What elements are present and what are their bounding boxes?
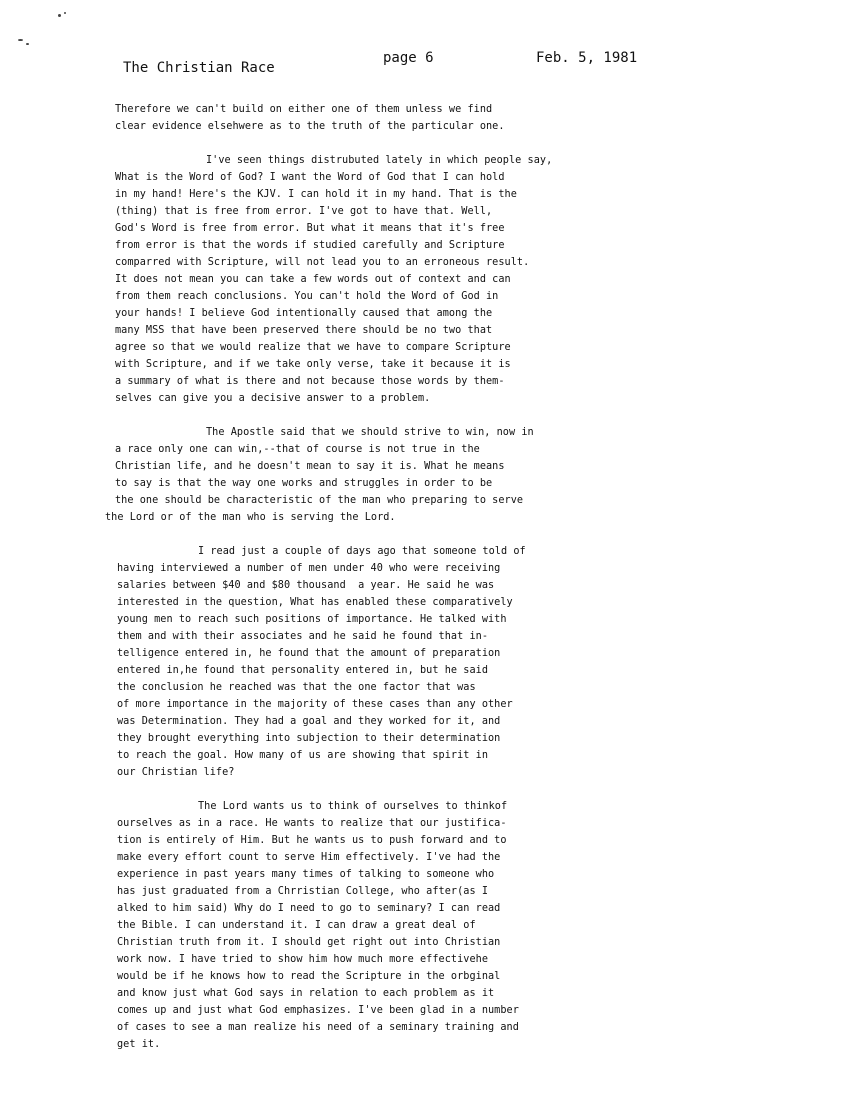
text-line: from error is that the words if studied carefully and Scripture [115,240,505,251]
page-speck [18,39,23,41]
text-line: with Scripture, and if we take only verse, take it because it is [115,359,511,370]
text-line: the Lord or of the man who is serving the Lord. [105,512,396,523]
text-line: a race only one can win,--that of course is not true in the [115,444,480,455]
text-line: get it. [117,1039,161,1050]
text-line: interested in the question, What has enabled these comparatively [117,597,513,608]
text-line: agree so that we would realize that we have to compare Scripture [115,342,511,353]
text-line: It does not mean you can take a few words out of context and can [115,274,511,285]
text-line: your hands! I believe God intentionally caused that among the [115,308,493,319]
paragraph [0,152,849,407]
text-line: would be if he knows how to read the Scripture in the orbginal [117,971,501,982]
text-line: comes up and just what God emphasizes. I've been glad in a number [117,1005,519,1016]
paragraph [0,101,849,135]
text-line: our Christian life? [117,767,235,778]
text-line: telligence entered in, he found that the amount of preparation [117,648,501,659]
text-line: experience in past years many times of talking to someone who [117,869,495,880]
text-line: entered in,he found that personality entered in, but he said [117,665,489,676]
text-line: Christian life, and he doesn't mean to say it is. What he means [115,461,505,472]
paragraph [0,798,849,1053]
text-line: they brought everything into subjection to their determination [117,733,501,744]
text-line: clear evidence elsehwere as to the truth of the particular one. [115,121,505,132]
text-line: of more importance in the majority of these cases than any other [117,699,513,710]
text-line: I've seen things distrubuted lately in which people say, [206,155,553,166]
text-line: to reach the goal. How many of us are showing that spirit in [117,750,489,761]
text-line: of cases to see a man realize his need of a seminary training and [117,1022,519,1033]
text-line: ourselves as in a race. He wants to realize that our justifica- [117,818,507,829]
text-line: The Apostle said that we should strive to win, now in [206,427,534,438]
text-line: comparred with Scripture, will not lead you to an erroneous result. [115,257,530,268]
text-line: them and with their associates and he said he found that in- [117,631,489,642]
page-speck [58,14,61,17]
page-number: page 6 [383,50,434,66]
text-line: salaries between $40 and $80 thousand a year. He said he was [117,580,495,591]
document-date: Feb. 5, 1981 [536,50,638,66]
text-line: alked to him said) Why do I need to go to seminary? I can read [117,903,501,914]
document-body [0,101,849,1053]
text-line: tion is entirely of Him. But he wants us to push forward and to [117,835,507,846]
text-line: The Lord wants us to think of ourselves to thinkof [198,801,508,812]
document-title: The Christian Race [123,60,275,76]
text-line: work now. I have tried to show him how much more effectivehe [117,954,489,965]
page-speck [26,43,29,45]
text-line: God's Word is free from error. But what it means that it's free [115,223,505,234]
text-line: (thing) that is free from error. I've got to have that. Well, [115,206,493,217]
text-line: young men to reach such positions of importance. He talked with [117,614,507,625]
text-line: selves can give you a decisive answer to a problem. [115,393,431,404]
page-header [0,48,849,88]
text-line: having interviewed a number of men under 40 who were receiving [117,563,501,574]
text-line: the Bible. I can understand it. I can draw a great deal of [117,920,476,931]
text-line: to say is that the way one works and struggles in order to be [115,478,493,489]
paragraph [0,424,849,526]
text-line: was Determination. They had a goal and they worked for it, and [117,716,501,727]
text-line: in my hand! Here's the KJV. I can hold it in my hand. That is the [115,189,517,200]
text-line: make every effort count to serve Him effectively. I've had the [117,852,501,863]
text-line: a summary of what is there and not because those words by them- [115,376,505,387]
page-speck [64,12,66,14]
text-line: and know just what God says in relation to each problem as it [117,988,495,999]
text-line: I read just a couple of days ago that someone told of [198,546,526,557]
text-line: from them reach conclusions. You can't hold the Word of God in [115,291,499,302]
text-line: the conclusion he reached was that the one factor that was [117,682,476,693]
paragraph [0,543,849,781]
text-line: Christian truth from it. I should get right out into Christian [117,937,501,948]
text-line: many MSS that have been preserved there should be no two that [115,325,493,336]
text-line: has just graduated from a Chrristian College, who after(as I [117,886,489,897]
text-line: Therefore we can't build on either one of them unless we find [115,104,493,115]
text-line: the one should be characteristic of the man who preparing to serve [115,495,524,506]
text-line: What is the Word of God? I want the Word of God that I can hold [115,172,505,183]
